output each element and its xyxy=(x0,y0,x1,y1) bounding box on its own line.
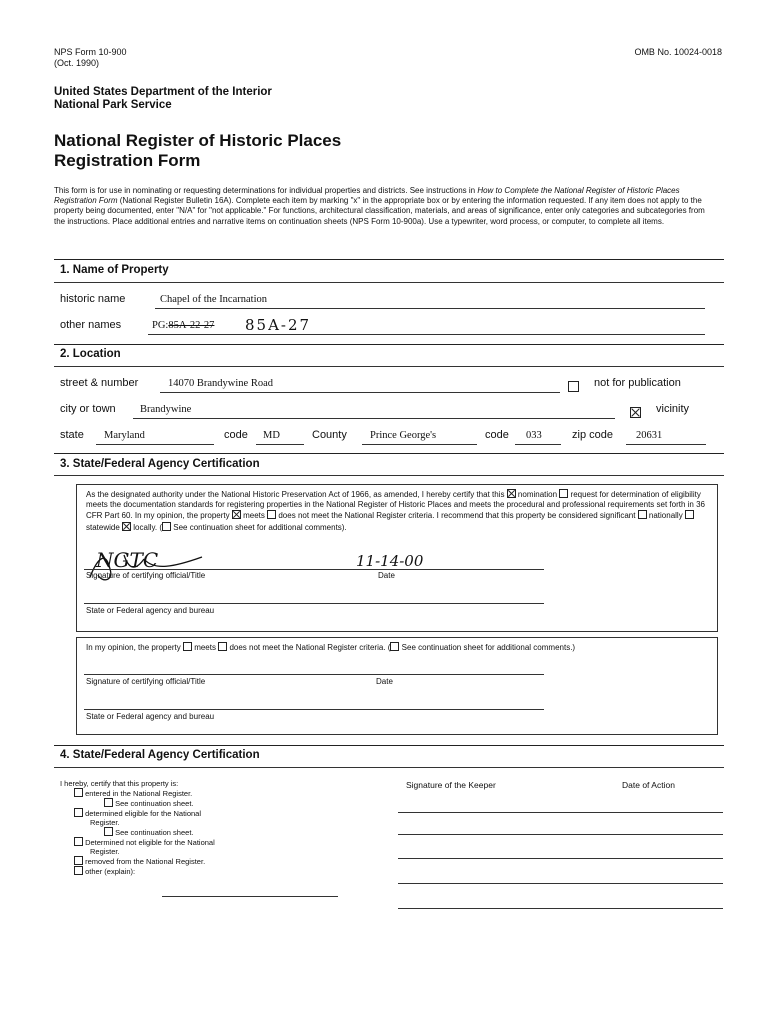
nationally-checkbox[interactable] xyxy=(638,510,647,519)
other-explain-line xyxy=(162,896,338,897)
opinion-text-c: See continuation sheet for additional comments.) xyxy=(401,643,576,652)
county-code-label: code xyxy=(485,429,509,441)
does-not-meet-label: does xyxy=(278,511,296,521)
certifying-signature: NGTC xyxy=(96,548,159,572)
section-1-heading: 1. Name of Property xyxy=(60,264,169,276)
zip-value[interactable]: 20631 xyxy=(636,430,663,441)
section-2-heading: 2. Location xyxy=(60,348,121,360)
certification-text: As the designated authority under the National Historic Preservation Act of 1966, as amended, I hereby certify that this nomination request for determination of eligibility meets the documentation standards for registering properties in the National Register of Historic Places and meets the procedural and professional requirements set forth in 36 CFR Part 60. In my opinion, the property meets does not meet the National Register criteria. I recommend that this property be considered significant nationally statewide locally. ( See continuation sheet for additional comments). xyxy=(86,490,705,532)
other-names-line xyxy=(148,334,705,335)
form-title xyxy=(54,131,341,171)
entered-checkbox[interactable] xyxy=(74,788,83,797)
street-label: street & number xyxy=(60,377,139,389)
keeper-certification-list xyxy=(60,779,360,876)
not-eligible-option[interactable] xyxy=(60,837,360,847)
intro-italic-title: How to Complete the National Register of Historic Places Registration Form xyxy=(54,186,680,206)
cert-text-b: request for determination of eligibility meets the documentation standards for registering properties in the National Register of Historic Places and meets the procedural and professional requirements set forth in 36 CFR Part 60. In my opinion, the property xyxy=(86,490,705,521)
signature-scrawl-graphic xyxy=(84,547,214,587)
keeper-line-3 xyxy=(398,858,723,859)
see-continuation-label-2: See continuation sheet. xyxy=(115,828,194,837)
continuation-checkbox-2[interactable] xyxy=(390,642,399,651)
signature-label-2: Signature of certifying official/Title xyxy=(86,677,206,686)
not-for-publication-label: not for publication xyxy=(594,377,681,389)
opinion-text xyxy=(86,642,712,653)
other-label: other (explain): xyxy=(85,867,136,876)
form-number: NPS Form 10-900 xyxy=(54,47,127,57)
nomination-label: nomination xyxy=(517,490,558,499)
locally-label: locally. xyxy=(133,522,158,532)
signature-line-1 xyxy=(84,569,544,570)
state-code-line xyxy=(256,444,304,445)
other-names-handwritten: 85A-27 xyxy=(245,316,312,334)
zip-label: zip code xyxy=(572,429,613,441)
other-names-struck: 85A-22-27 xyxy=(168,320,215,331)
keeper-line-4 xyxy=(398,883,723,884)
date-label-1: Date xyxy=(378,571,395,580)
section-divider xyxy=(54,366,724,367)
not-eligible-checkbox[interactable] xyxy=(74,837,83,846)
determined-eligible-label: determined eligible for the National xyxy=(85,809,201,818)
opinion-does-not-meet-checkbox[interactable] xyxy=(218,642,227,651)
instructions-paragraph xyxy=(54,186,716,227)
see-continuation-checkbox-1[interactable] xyxy=(104,798,113,807)
meets-label: meets xyxy=(243,511,265,521)
state-label: state xyxy=(60,429,84,441)
state-code-value[interactable]: MD xyxy=(263,430,280,441)
certification-date-handwritten: 11-14-00 xyxy=(356,552,424,570)
keeper-intro: I hereby, certify that this property is: xyxy=(60,779,179,788)
title-line-1: National Register of Historic Places xyxy=(54,131,342,150)
opinion-text-b: does not meet the National Register criteria. ( xyxy=(229,643,391,652)
not-for-publication-checkbox[interactable] xyxy=(568,377,579,395)
county-line xyxy=(362,444,477,445)
county-label: County xyxy=(312,429,347,441)
opinion-meets-checkbox[interactable] xyxy=(183,642,192,651)
opinion-text-a: In my opinion, the property xyxy=(86,643,183,652)
see-continuation-option-1[interactable] xyxy=(60,798,360,808)
other-checkbox[interactable] xyxy=(74,866,83,875)
city-label: city or town xyxy=(60,403,116,415)
section-divider xyxy=(54,259,724,260)
keeper-line-1 xyxy=(398,812,723,813)
continuation-checkbox-1[interactable] xyxy=(162,522,171,531)
street-line xyxy=(160,392,560,393)
agency-label-1: State or Federal agency and bureau xyxy=(86,606,215,615)
agency-line-1 xyxy=(84,603,544,604)
section-divider xyxy=(54,767,724,768)
meets-checkbox[interactable] xyxy=(232,510,241,519)
nomination-checkbox[interactable] xyxy=(507,489,516,498)
see-continuation-label-1: See continuation sheet. xyxy=(115,799,194,808)
section-divider xyxy=(54,745,724,746)
county-code-value[interactable]: 033 xyxy=(526,430,542,441)
form-number-block xyxy=(54,47,127,69)
not-eligible-label: Determined not eligible for the National xyxy=(85,838,215,847)
city-value[interactable]: Brandywine xyxy=(140,404,192,415)
see-continuation-checkbox-2[interactable] xyxy=(104,827,113,836)
keeper-line-5 xyxy=(398,908,723,909)
determined-eligible-checkbox[interactable] xyxy=(74,808,83,817)
determined-eligible-option[interactable] xyxy=(60,808,360,818)
service-name: National Park Service xyxy=(54,99,172,111)
removed-label: removed from the National Register. xyxy=(85,857,206,866)
agency-line-2 xyxy=(84,709,544,710)
cert-text-c: not meet the National Register criteria. I recommend that this property be considered significant xyxy=(297,511,638,521)
entered-option[interactable] xyxy=(60,788,360,798)
see-continuation-option-2[interactable] xyxy=(60,827,360,837)
historic-name-label: historic name xyxy=(60,293,126,305)
city-line xyxy=(133,418,615,419)
other-names-label: other names xyxy=(60,319,122,331)
section-divider xyxy=(54,475,724,476)
entered-label: entered in the National Register. xyxy=(85,789,193,798)
street-value[interactable]: 14070 Brandywine Road xyxy=(168,378,273,389)
date-of-action-label: Date of Action xyxy=(622,780,675,790)
removed-checkbox[interactable] xyxy=(74,856,83,865)
section-divider xyxy=(54,453,724,454)
statewide-checkbox[interactable] xyxy=(685,510,694,519)
keeper-line-2 xyxy=(398,834,723,835)
other-names-typed: PG: xyxy=(152,320,169,331)
zip-line xyxy=(626,444,706,445)
signature-label-1: Signature of certifying official/Title xyxy=(86,571,206,580)
keeper-signature-label: Signature of the Keeper xyxy=(406,780,496,790)
not-eligible-label-2: Register. xyxy=(90,847,120,856)
cert-text-a: As the designated authority under the National Historic Preservation Act of 1966, as amended, I hereby certify that this xyxy=(86,490,507,499)
other-names-value[interactable] xyxy=(152,320,214,331)
locally-checkbox[interactable] xyxy=(122,522,131,531)
vicinity-checkbox[interactable] xyxy=(630,403,641,421)
department-name: United States Department of the Interior xyxy=(54,86,272,98)
does-not-meet-checkbox[interactable] xyxy=(267,510,276,519)
vicinity-label: vicinity xyxy=(656,403,690,415)
section-4-heading: 4. State/Federal Agency Certification xyxy=(60,749,260,761)
section-3-heading: 3. State/Federal Agency Certification xyxy=(60,458,260,470)
county-code-line xyxy=(515,444,561,445)
cert-text-d: See continuation sheet for additional comments). xyxy=(173,522,347,532)
agency-block xyxy=(54,86,272,112)
other-option[interactable] xyxy=(60,866,360,876)
county-value[interactable]: Prince George's xyxy=(370,430,437,441)
intro-text-1: This form is for use in nominating or requesting determinations for individual properties and districts. See instructions in xyxy=(54,186,478,195)
request-checkbox[interactable] xyxy=(559,489,568,498)
omb-number: OMB No. 10024-0018 xyxy=(634,47,722,57)
statewide-label: statewide xyxy=(86,522,120,532)
section-divider xyxy=(54,344,724,345)
intro-text-2: (National Register Bulletin 16A). Complete each item by marking "x" in the appropriate box or by entering the information requested. If any item does not apply to the property being documented, enter "N/A" for "not applicable." For functions, architectural classification, materials, and areas of significance, enter only categories and subcategories from the instructions. Place additional entries and narrative items on continuation sheets (NPS Form 10-900a). Use a typewriter, word process, or computer, to complete all items. xyxy=(54,196,705,226)
date-label-2: Date xyxy=(376,677,393,686)
state-line xyxy=(96,444,214,445)
historic-name-value[interactable]: Chapel of the Incarnation xyxy=(160,294,267,305)
agency-label-2: State or Federal agency and bureau xyxy=(86,712,215,721)
form-date: (Oct. 1990) xyxy=(54,58,100,68)
removed-option[interactable] xyxy=(60,856,360,866)
section-divider xyxy=(54,282,724,283)
state-value[interactable]: Maryland xyxy=(104,430,145,441)
determined-eligible-label-2: Register. xyxy=(90,818,120,827)
opinion-meets-label: meets xyxy=(194,643,216,652)
signature-line-2 xyxy=(84,674,544,675)
nationally-label: nationally xyxy=(648,511,683,521)
state-code-label: code xyxy=(224,429,248,441)
title-line-2: Registration Form xyxy=(54,151,201,170)
historic-name-line xyxy=(155,308,705,309)
